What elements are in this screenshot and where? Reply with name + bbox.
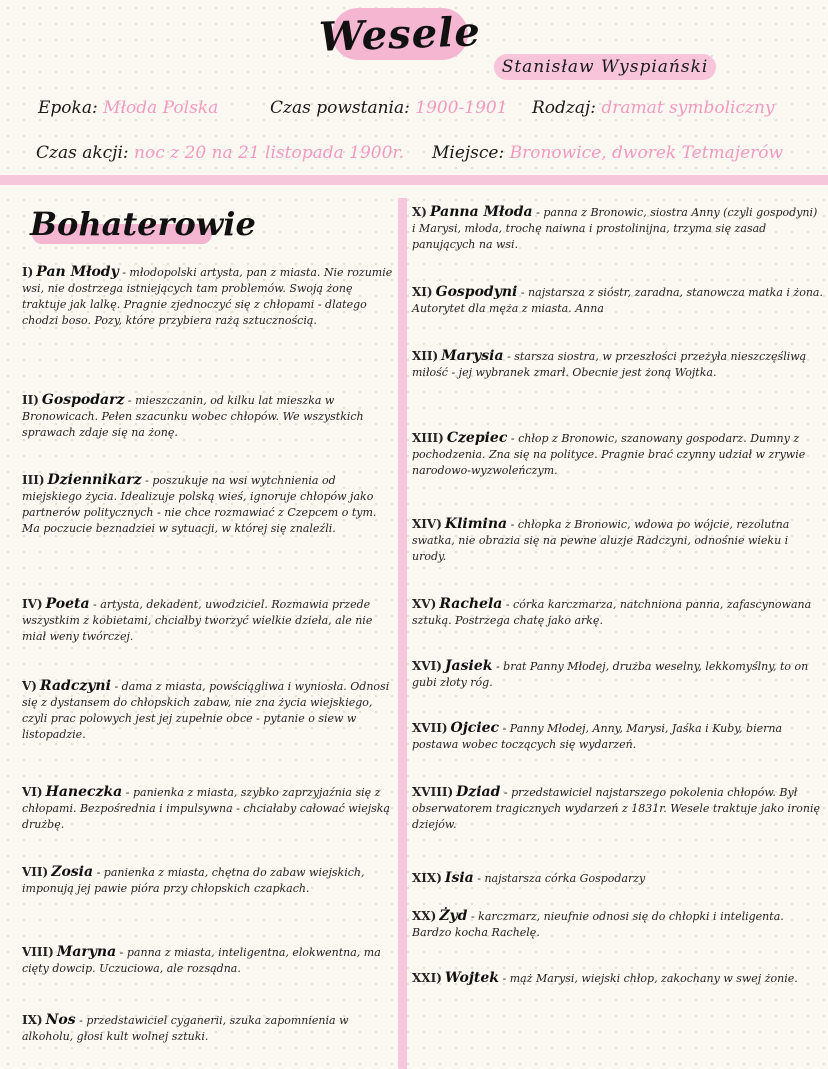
section-heading-wrap <box>28 204 256 248</box>
author-name: Stanisław Wyspiański <box>501 57 709 77</box>
character-description: - panna z miasta, inteligentna, elokwentna, ma cięty dowcip. Uczuciowa, ale rozsądna. <box>22 946 381 975</box>
character-name: Panna Młoda <box>430 204 533 220</box>
meta-czas-powstania <box>270 98 508 118</box>
meta-label: Rodzaj: <box>532 98 597 118</box>
entry-number: I) <box>22 265 34 279</box>
entry-number: XX) <box>412 909 437 923</box>
meta-value: noc z 20 na 21 listopada 1900r. <box>134 143 405 163</box>
meta-czas-akcji <box>36 143 404 163</box>
character-entry <box>22 944 394 977</box>
character-description: - karczmarz, nieufnie odnosi się do chłopki i inteligenta. Bardzo kocha Rachelę. <box>412 910 784 939</box>
meta-label: Czas akcji: <box>36 143 129 163</box>
character-entry <box>412 870 824 887</box>
character-description: - chłop z Bronowic, szanowany gospodarz. Dumny z pochodzenia. Zna się na polityce. Pragnie brać czynny udział w zrywie narodowo-wyzwoleńczym. <box>412 432 806 477</box>
character-name: Radczyni <box>40 678 111 694</box>
character-entry <box>22 864 394 897</box>
meta-epoka <box>38 98 218 118</box>
character-name: Isia <box>444 870 474 886</box>
character-description: - najstarsza córka Gospodarzy <box>477 872 646 885</box>
character-description: - dama z miasta, powściągliwa i wyniosła. Odnosi się z dystansem do chłopskich zabaw, nie zna życia wiejskiego, czyli prac polowych jest jej zupełnie obce - pytanie o siew w listopadzie. <box>22 680 390 741</box>
entry-number: III) <box>22 473 45 487</box>
page-title: Wesele <box>318 7 482 61</box>
character-description: - chłopka z Bronowic, wdowa po wójcie, rezolutna swatka, nie obrazia się na pewne aluzje Radczyni, odnośnie wieku i urody. <box>412 518 790 563</box>
character-description: - przedstawiciel cyganerii, szuka zapomnienia w alkoholu, głosi kult wolnej sztuki. <box>22 1014 349 1043</box>
character-entry <box>22 472 394 537</box>
character-description: - najstarsza z sióstr, zaradna, stanowcza matka i żona. Autorytet dla męża z miasta. Anna <box>412 286 823 315</box>
character-entry <box>412 516 824 565</box>
entry-number: X) <box>412 205 427 219</box>
title-highlight <box>318 7 482 61</box>
character-description: - panna z Bronowic, siostra Anny (czyli gospodyni) i Marysi, młoda, trochę naiwna i prostolinijna, trzyma się zasad panujących na wsi. <box>412 206 818 251</box>
character-entry <box>22 264 394 329</box>
entry-number: XI) <box>412 285 433 299</box>
character-name: Zosia <box>51 864 94 880</box>
character-description: - brat Panny Młodej, drużba weselny, lekkomyślny, to on gubi złoty róg. <box>412 660 809 689</box>
entry-number: XVII) <box>412 721 448 735</box>
meta-label: Epoka: <box>38 98 98 118</box>
meta-value: Bronowice, dworek Tetmajerów <box>509 143 784 163</box>
character-name: Ojciec <box>450 720 500 736</box>
character-description: - starsza siostra, w przeszłości przeżyła nieszczęśliwą miłość - jej wybranek zmarł. Obecnie jest żoną Wojtka. <box>412 350 807 379</box>
character-entry <box>412 430 824 479</box>
character-name: Wojtek <box>444 970 499 986</box>
character-name: Nos <box>45 1012 76 1028</box>
character-entry <box>412 784 824 833</box>
entry-number: XVI) <box>412 659 442 673</box>
entry-number: VI) <box>22 785 43 799</box>
meta-rodzaj <box>532 98 775 118</box>
character-name: Pan Młody <box>36 264 119 280</box>
author-highlight <box>494 54 716 80</box>
character-description: - panienka z miasta, chętna do zabaw wiejskich, imponują jej pawie pióra przy chłopskich czapkach. <box>22 866 365 895</box>
meta-label: Czas powstania: <box>270 98 410 118</box>
horizontal-divider <box>0 175 828 185</box>
entry-number: XIV) <box>412 517 442 531</box>
entry-number: IX) <box>22 1013 43 1027</box>
character-entry <box>22 678 394 743</box>
character-description: - Panny Młodej, Anny, Marysi, Jaśka i Kuby, bierna postawa wobec toczących się wydarzeń. <box>412 722 783 751</box>
vertical-divider <box>398 198 407 1069</box>
character-name: Czepiec <box>446 430 508 446</box>
character-name: Dziad <box>456 784 501 800</box>
meta-value: 1900-1901 <box>415 98 508 118</box>
character-name: Jasiek <box>444 658 493 674</box>
section-heading: Bohaterowie <box>30 205 256 243</box>
character-entry <box>22 596 394 645</box>
character-description: - mieszczanin, od kilku lat mieszka w Bronowicach. Pełen szacunku wobec chłopów. We wszystkich sprawach zdaje się na żonę. <box>22 394 364 439</box>
character-name: Rachela <box>439 596 503 612</box>
character-entry <box>412 658 824 691</box>
entry-number: XV) <box>412 597 437 611</box>
character-entry <box>412 720 824 753</box>
character-name: Marysia <box>441 348 504 364</box>
character-entry <box>22 784 394 833</box>
character-description: - artysta, dekadent, uwodziciel. Rozmawia przede wszystkim z kobietami, chciałby tworzyć wielkie dzieła, ale nie miał weny twórczej. <box>22 598 373 643</box>
character-name: Gospodarz <box>41 392 125 408</box>
entry-number: XII) <box>412 349 439 363</box>
character-description: - poszukuje na wsi wytchnienia od miejskiego życia. Idealizuje polską wieś, ignoruje chłopów jako partnerów politycznych - nie chce rozmawiać z Czepcem o tym. Ma poczucie beznadziei w sytuacji, w której się znaleźli. <box>22 474 377 535</box>
character-entry <box>412 970 824 987</box>
entry-number: VII) <box>22 865 49 879</box>
entry-number: VIII) <box>22 945 54 959</box>
character-name: Haneczka <box>45 784 123 800</box>
entry-number: II) <box>22 393 39 407</box>
character-name: Gospodyni <box>435 284 518 300</box>
entry-number: IV) <box>22 597 43 611</box>
character-description: - młodopolski artysta, pan z miasta. Nie rozumie wsi, nie dostrzega istniejących tam problemów. Swoją żonę traktuje jak lalkę. Pragnie zjednoczyć się z chłopami - dlatego chodzi boso. Pozy, które przybiera rażą sztucznością. <box>22 266 393 327</box>
character-description: - mąż Marysi, wiejski chłop, zakochany w swej żonie. <box>502 972 798 985</box>
meta-value: Młoda Polska <box>103 98 219 118</box>
entry-number: V) <box>22 679 37 693</box>
character-name: Klimina <box>444 516 508 532</box>
meta-label: Miejsce: <box>432 143 505 163</box>
meta-miejsce <box>432 143 783 163</box>
character-name: Dziennikarz <box>47 472 142 488</box>
character-entry <box>412 596 824 629</box>
character-description: - przedstawiciel najstarszego pokolenia chłopów. Był obserwatorem tragicznych wydarzeń z 1831r. Wesele traktuje jako ironię dziejów. <box>412 786 820 831</box>
character-name: Maryna <box>56 944 117 960</box>
character-entry <box>412 348 824 381</box>
character-entry <box>22 1012 394 1045</box>
character-entry <box>22 392 394 441</box>
entry-number: XIII) <box>412 431 444 445</box>
character-entry <box>412 204 824 253</box>
meta-value: dramat symboliczny <box>601 98 775 118</box>
character-name: Żyd <box>439 908 468 924</box>
character-entry <box>412 908 824 941</box>
character-name: Poeta <box>45 596 90 612</box>
character-entry <box>412 284 824 317</box>
entry-number: XVIII) <box>412 785 454 799</box>
character-description: - córka karczmarza, natchniona panna, zafascynowana sztuką. Postrzega chatę jako arkę. <box>412 598 812 627</box>
character-description: - panienka z miasta, szybko zaprzyjaźnia się z chłopami. Bezpośrednia i impulsywna - chciałaby całować wiejską drużbę. <box>22 786 390 831</box>
entry-number: XIX) <box>412 871 442 885</box>
entry-number: XXI) <box>412 971 442 985</box>
